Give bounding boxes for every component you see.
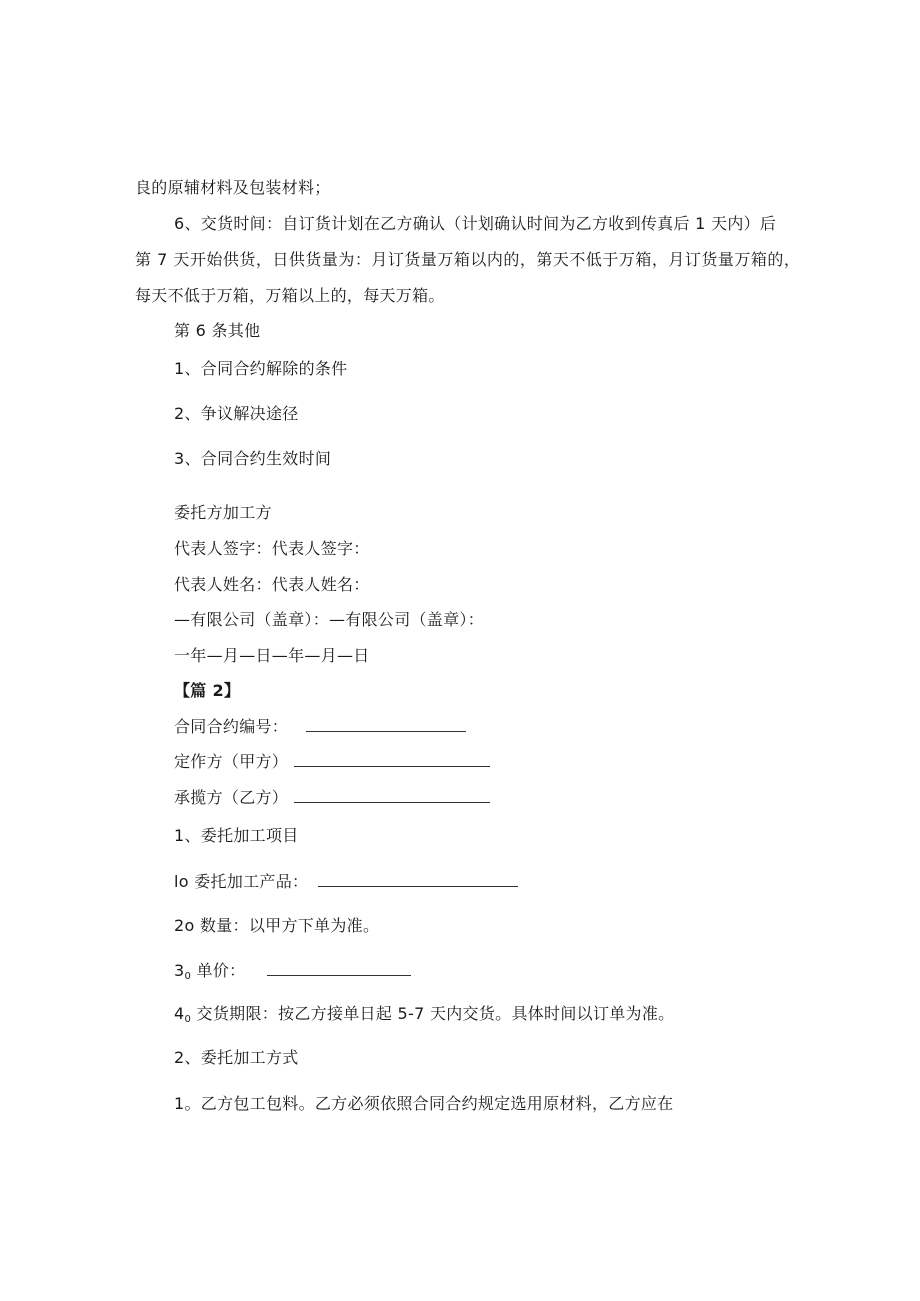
orderer-row [174, 752, 490, 772]
delivery-line-3: 每天不低于万箱，万箱以上的，每天万箱。 [135, 286, 445, 305]
orderer-label: 定作方（甲方） [174, 752, 289, 771]
signature-parties: 委托方加工方 [174, 503, 272, 522]
contractor-blank [294, 788, 490, 803]
section1-title: 1、委托加工项目 [174, 826, 299, 845]
contract-number-row [174, 717, 466, 737]
section2-line-1: 1。乙方包工包料。乙方必须依照合同合约规定选用原材料，乙方应在 [174, 1094, 674, 1113]
article6-item-3: 3、合同合约生效时间 [174, 449, 332, 468]
contract-number-blank [306, 717, 466, 732]
unit-price-subscript: 0 [184, 971, 192, 982]
unit-price-label: 单价： [196, 961, 246, 980]
part2-heading: 【篇 2】 [174, 681, 241, 700]
product-label: lo 委托加工产品： [174, 872, 309, 891]
delivery-period-subscript: 0 [184, 1014, 192, 1025]
signature-rep-sign: 代表人签字：代表人签字： [174, 539, 370, 558]
delivery-line-2: 第 7 天开始供货，日供货量为：月订货量万箱以内的，第天不低于万箱，月订货量万箱的， [135, 250, 801, 269]
unit-price-blank [267, 961, 411, 976]
delivery-line-1: 6、交货时间：自订货计划在乙方确认（计划确认时间为乙方收到传真后 1 天内）后 [174, 214, 777, 233]
unit-price-row [174, 961, 411, 987]
product-row [174, 872, 518, 892]
article6-item-2: 2、争议解决途径 [174, 404, 299, 423]
materials-line: 良的原辅材料及包装材料； [135, 178, 331, 197]
product-blank [318, 872, 518, 887]
article6-title: 第 6 条其他 [174, 321, 261, 340]
section2-title: 2、委托加工方式 [174, 1048, 299, 1067]
contractor-row [174, 788, 490, 808]
contractor-label: 承揽方（乙方） [174, 788, 289, 807]
signature-company: —有限公司（盖章）：—有限公司（盖章）： [174, 610, 485, 629]
quantity-line: 2o 数量：以甲方下单为准。 [174, 916, 380, 935]
article6-item-1: 1、合同合约解除的条件 [174, 359, 348, 378]
orderer-blank [294, 752, 490, 767]
delivery-period-text: 交货期限：按乙方接单日起 5-7 天内交货。具体时间以订单为准。 [196, 1004, 675, 1023]
signature-rep-name: 代表人姓名：代表人姓名： [174, 575, 370, 594]
signature-date: 一年—月—日—年—月—日 [174, 646, 370, 665]
delivery-period-number: 4 [174, 1004, 185, 1023]
unit-price-number: 3 [174, 961, 185, 980]
delivery-period-row [174, 1004, 674, 1030]
contract-number-label: 合同合约编号： [174, 717, 289, 736]
